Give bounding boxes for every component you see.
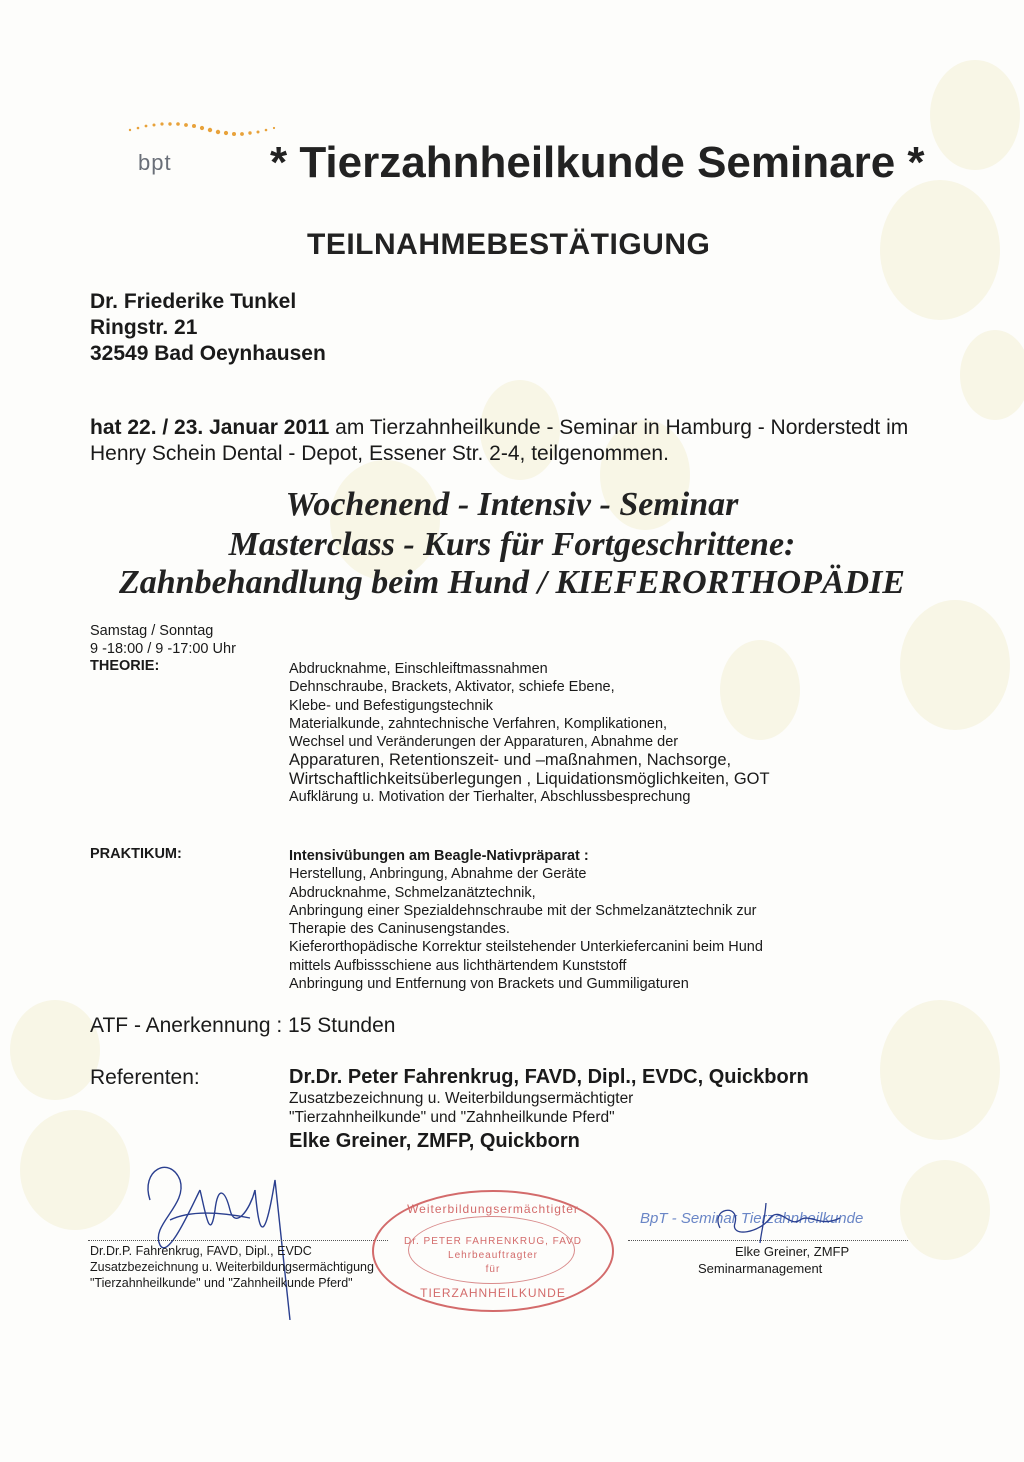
schedule-times: 9 -18:00 / 9 -17:00 Uhr [90, 641, 236, 657]
list-item: Herstellung, Anbringung, Abnahme der Geräte [289, 866, 587, 883]
sig-left-line2: Zusatzbezeichnung u. Weiterbildungsermächtigung [90, 1260, 374, 1274]
recipient-street: Ringstr. 21 [90, 316, 198, 339]
list-item: mittels Aufbissschiene aus lichthärtendem Kunststoff [289, 957, 627, 974]
recipient-city: 32549 Bad Oeynhausen [90, 342, 326, 365]
referent-1-sub-line2: "Tierzahnheilkunde" und "Zahnheilkunde Pferd" [289, 1109, 615, 1126]
praktikum-heading: Intensivübungen am Beagle-Nativpräparat : [289, 848, 589, 864]
list-item: Aufklärung u. Motivation der Tierhalter, Abschlussbesprechung [289, 789, 691, 806]
theorie-list [289, 660, 909, 806]
list-item: Wirtschaftlichkeitsüberlegungen , Liquidationsmöglichkeiten, GOT [289, 769, 770, 788]
attendance-text [90, 415, 960, 467]
sig-right-line1: Elke Greiner, ZMFP [735, 1244, 850, 1259]
list-item: Abdrucknahme, Schmelzanätztechnik, [289, 884, 536, 901]
attendance-prefix: hat [90, 416, 122, 439]
list-item: Therapie des Caninusengstandes. [289, 921, 510, 938]
seminar-stamp: BpT - Seminar Tierzahnheilkunde [640, 1210, 864, 1227]
list-item: Anbringung einer Spezialdehnschraube mit der Schmelzanätztechnik zur [289, 902, 757, 919]
certificate-subtitle: TEILNAHMEBESTÄTIGUNG [307, 228, 711, 261]
praktikum-list [289, 847, 909, 993]
page-title: * Tierzahnheilkunde Seminare * [270, 138, 925, 187]
list-item: Klebe- und Befestigungstechnik [289, 697, 493, 714]
referent-2-name: Elke Greiner, ZMFP, Quickborn [289, 1130, 580, 1152]
attendance-line2: Henry Schein Dental - Depot, Essener Str. 2-4, teilgenommen. [90, 442, 669, 465]
seminar-title-line1: Wochenend - Intensiv - Seminar [285, 486, 739, 523]
list-item: Apparaturen, Retentionszeit- und –maßnahmen, Nachsorge, [289, 751, 732, 770]
seal-stamp: Weiterbildungsermächtigter Dr. PETER FAHRENKRUG, FAVD Lehrbeauftragter für TIERZAHNHEILKUNDE [372, 1190, 614, 1312]
seminar-title-line3: Zahnbehandlung beim Hund / KIEFERORTHOPÄDIE [119, 564, 905, 601]
list-item: Materialkunde, zahntechnische Verfahren, Komplikationen, [289, 715, 668, 732]
atf-recognition: ATF - Anerkennung : 15 Stunden [90, 1014, 396, 1037]
attendance-date: 22. / 23. Januar 2011 [127, 416, 330, 439]
list-item: Abdrucknahme, Einschleiftmassnahmen [289, 661, 548, 677]
sig-right-line2: Seminarmanagement [698, 1261, 823, 1276]
praktikum-label: PRAKTIKUM: [90, 846, 182, 862]
sig-left-line3: "Tierzahnheilkunde" und "Zahnheilkunde Pferd" [90, 1276, 353, 1290]
referent-1-sub-line1: Zusatzbezeichnung u. Weiterbildungsermächtigter [289, 1090, 634, 1107]
referent-1-name: Dr.Dr. Peter Fahrenkrug, FAVD, Dipl., EVDC, Quickborn [289, 1066, 809, 1088]
signature-fahrenkrug [130, 1150, 300, 1320]
logo-text: bpt [138, 150, 172, 175]
list-item: Kieferorthopädische Korrektur steilstehender Unterkiefercanini beim Hund [289, 939, 763, 956]
seminar-title-line2: Masterclass - Kurs für Fortgeschrittene: [228, 526, 796, 563]
list-item: Anbringung und Entfernung von Brackets und Gummiligaturen [289, 976, 689, 993]
list-item: Wechsel und Veränderungen der Apparaturen, Abnahme der [289, 734, 679, 751]
attendance-line1: am Tierzahnheilkunde - Seminar in Hamburg - Norderstedt im [335, 416, 909, 439]
referenten-label: Referenten: [90, 1066, 200, 1089]
list-item: Dehnschraube, Brackets, Aktivator, schiefe Ebene, [289, 679, 615, 696]
schedule-days: Samstag / Sonntag [90, 623, 214, 639]
theorie-label: THEORIE: [90, 658, 160, 674]
sig-left-line1: Dr.Dr.P. Fahrenkrug, FAVD, Dipl., EVDC [90, 1244, 312, 1258]
recipient-name: Dr. Friederike Tunkel [90, 290, 297, 313]
bpt-logo-dots [120, 118, 290, 148]
